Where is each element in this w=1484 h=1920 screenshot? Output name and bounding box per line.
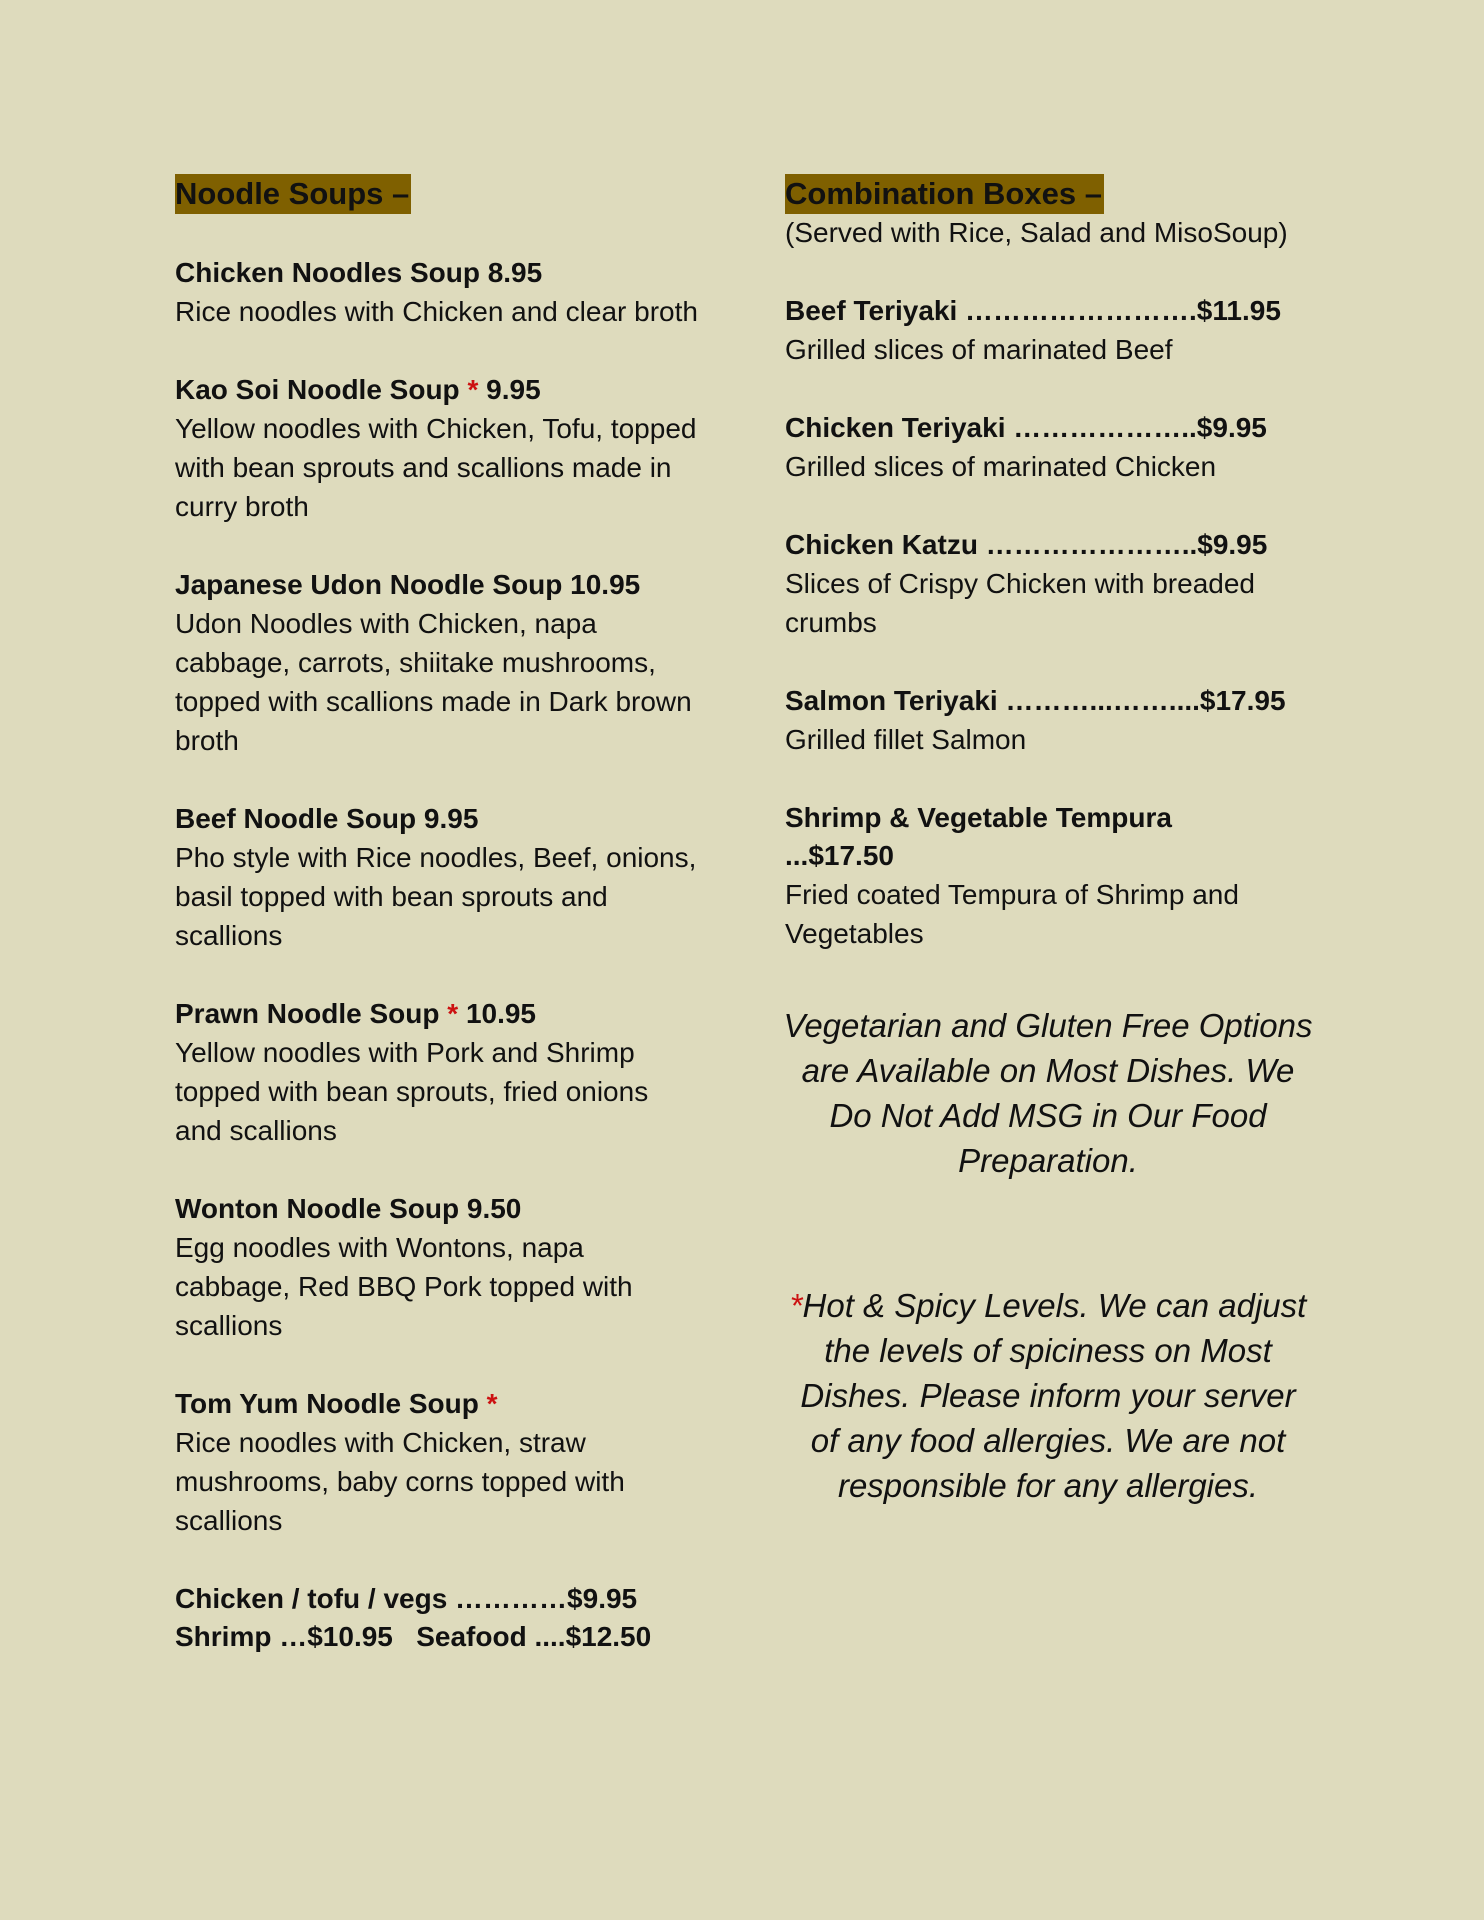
menu-item-name: Chicken Teriyaki ………………..$9.95 xyxy=(785,412,1267,443)
price-line: Chicken / tofu / vegs …………$9.95 xyxy=(175,1583,638,1614)
menu-item-desc: Udon Noodles with Chicken, napa cabbage, carrots, shiitake mushrooms, topped with scallions made in Dark brown broth xyxy=(175,608,692,756)
menu-item-desc: Rice noodles with Chicken, straw mushrooms, baby corns topped with scallions xyxy=(175,1427,625,1536)
menu-item-desc: Grilled slices of marinated Chicken xyxy=(785,451,1217,482)
menu-item xyxy=(785,799,1325,953)
menu-item xyxy=(785,292,1325,369)
menu-item xyxy=(175,1190,700,1345)
menu-item-desc: Yellow noodles with Chicken, Tofu, topped with bean sprouts and scallions made in curry broth xyxy=(175,413,697,522)
menu-item-price: 10.95 xyxy=(465,998,537,1029)
spicy-allergy-note: *Hot & Spicy Levels. We can adjust the levels of spiciness on Most Dishes. Please inform your server of any food allergies. We are not responsible for any allergies. xyxy=(789,1287,1307,1504)
menu-item xyxy=(175,254,700,331)
menu-item xyxy=(175,371,700,526)
combination-boxes-column xyxy=(785,174,1325,1508)
noodle-soups-column xyxy=(175,174,700,1656)
menu-item-price: 9.95 xyxy=(486,374,541,405)
menu-item xyxy=(785,682,1325,759)
menu-item-name: Shrimp & Vegetable Tempura ...$17.50 xyxy=(785,802,1172,871)
menu-item-desc: Grilled fillet Salmon xyxy=(785,724,1027,755)
price-line: Shrimp …$10.95 Seafood ....$12.50 xyxy=(175,1621,652,1652)
menu-item xyxy=(785,526,1325,642)
menu-item-name: Chicken Katzu …………………..$9.95 xyxy=(785,529,1268,560)
menu-item-name: Tom Yum Noodle Soup * xyxy=(175,1388,498,1419)
menu-item-desc: Slices of Crispy Chicken with breaded crumbs xyxy=(785,568,1255,638)
menu-item-name: Beef Teriyaki …………………….$11.95 xyxy=(785,295,1281,326)
menu-item xyxy=(785,409,1325,486)
spicy-star: * xyxy=(486,1388,498,1419)
combination-boxes-subtitle: (Served with Rice, Salad and MisoSoup) xyxy=(785,217,1288,248)
spicy-star: * xyxy=(467,374,479,405)
menu-item xyxy=(175,800,700,955)
menu-item-desc: Egg noodles with Wontons, napa cabbage, Red BBQ Pork topped with scallions xyxy=(175,1232,633,1341)
spicy-star: * xyxy=(789,1287,803,1324)
spicy-star: * xyxy=(447,998,459,1029)
menu-item-name: Chicken Noodles Soup 8.95 xyxy=(175,257,543,288)
vegetarian-note: Vegetarian and Gluten Free Options are Available on Most Dishes. We Do Not Add MSG in Our Food Preparation. xyxy=(783,1007,1313,1179)
combination-boxes-title: Combination Boxes – xyxy=(785,174,1104,214)
menu-item-name: Japanese Udon Noodle Soup 10.95 xyxy=(175,569,641,600)
menu-item-name: Prawn Noodle Soup * 10.95 xyxy=(175,998,537,1029)
menu-item-desc: Yellow noodles with Pork and Shrimp topped with bean sprouts, fried onions and scallions xyxy=(175,1037,649,1146)
menu-item-desc: Fried coated Tempura of Shrimp and Vegetables xyxy=(785,879,1239,949)
menu-item-desc: Pho style with Rice noodles, Beef, onions, basil topped with bean sprouts and scallions xyxy=(175,842,697,951)
protein-price-list xyxy=(175,1580,700,1656)
menu-item-desc: Grilled slices of marinated Beef xyxy=(785,334,1173,365)
menu-item xyxy=(175,566,700,760)
menu-item-desc: Rice noodles with Chicken and clear broth xyxy=(175,296,698,327)
noodle-soups-title: Noodle Soups – xyxy=(175,174,411,214)
menu-item-name: Salmon Teriyaki ………...……....$17.95 xyxy=(785,685,1286,716)
menu-item-name: Beef Noodle Soup 9.95 xyxy=(175,803,479,834)
menu-item-name: Kao Soi Noodle Soup * 9.95 xyxy=(175,374,541,405)
menu-item-name: Wonton Noodle Soup 9.50 xyxy=(175,1193,522,1224)
menu-item xyxy=(175,995,700,1150)
menu-item xyxy=(175,1385,700,1540)
